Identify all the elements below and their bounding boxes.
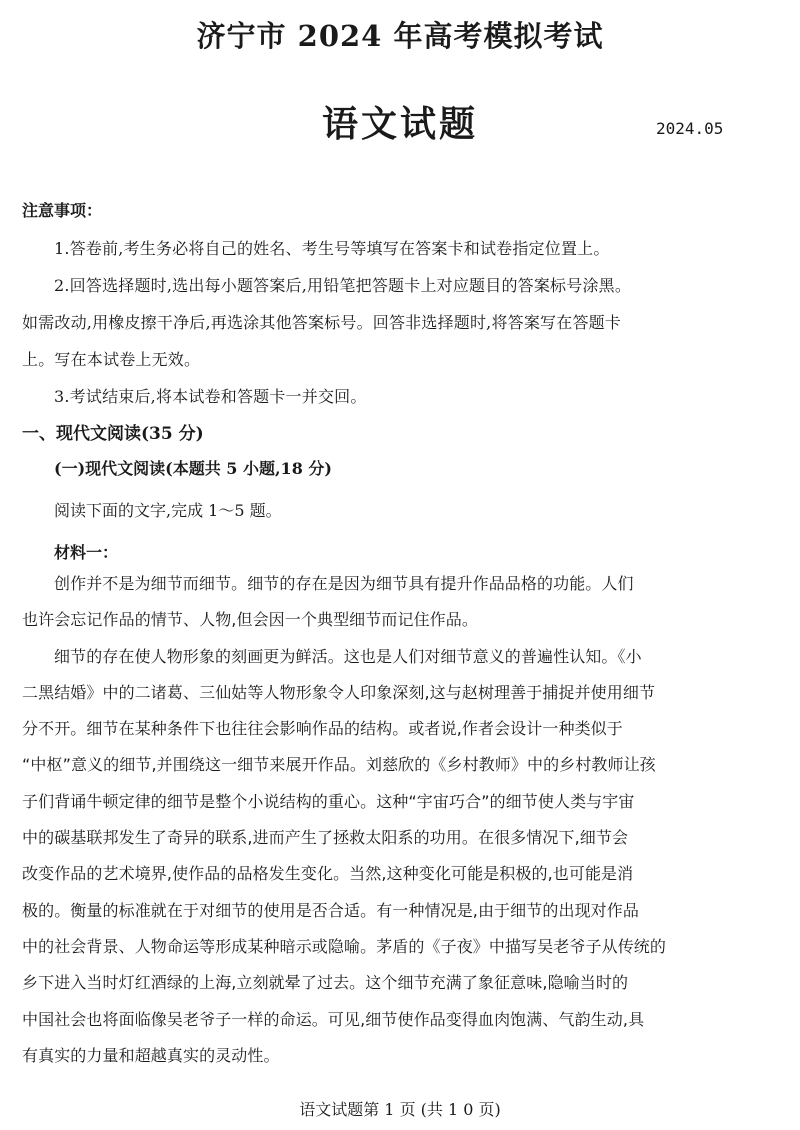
passage-line: 乡下进入当时灯红酒绿的上海,立刻就晕了过去。这个细节充满了象征意味,隐喻当时的 — [22, 973, 629, 993]
passage-line: 有真实的力量和超越真实的灵动性。 — [22, 1045, 280, 1065]
passage-line: 也许会忘记作品的情节、人物,但会因一个典型细节而记住作品。 — [22, 610, 478, 630]
reading-instruction: 阅读下面的文字,完成 1～5 题。 — [54, 501, 282, 520]
subject-title: 语文试题 — [321, 103, 478, 145]
passage-line: 子们背诵牛顿定律的细节是整个小说结构的重心。这种“宇宙巧合”的细节使人类与宇宙 — [22, 791, 635, 811]
passage-text — [22, 566, 782, 1074]
passage-line: 细节的存在使人物形象的刻画更为鲜活。这也是人们对细节意义的普遍性认知。《小 — [54, 646, 642, 666]
passage-line: 分不开。细节在某种条件下也往往会影响作品的结构。或者说,作者会设计一种类似于 — [22, 719, 623, 739]
page-footer: 语文试题第 1 页 (共 1 0 页) — [299, 1100, 501, 1119]
passage-line: 改变作品的艺术境界,使作品的品格发生变化。当然,这种变化可能是积极的,也可能是消 — [22, 864, 634, 884]
notice-line: 如需改动,用橡皮擦干净后,再选涂其他答案标号。回答非选择题时,将答案写在答题卡 — [22, 313, 622, 332]
exam-date: 2024.05 — [656, 119, 724, 138]
notice-list — [22, 230, 782, 415]
passage-line: 创作并不是为细节而细节。细节的存在是因为细节具有提升作品品格的功能。人们 — [54, 574, 634, 593]
exam-title: 济宁市 2024 年高考模拟考试 — [196, 19, 604, 53]
notice-line: 上。写在本试卷上无效。 — [22, 350, 201, 369]
material-label: 材料一： — [54, 543, 119, 562]
notice-line: 3.考试结束后,将本试卷和答题卡一并交回。 — [54, 387, 367, 406]
passage-line: “中枢”意义的细节,并围绕这一细节来展开作品。刘慈欣的《乡村教师》中的乡村教师让孩 — [22, 755, 656, 775]
subsection-heading: (一)现代文阅读(本题共 5 小题,18 分) — [54, 459, 332, 478]
passage-line: 二黑结婚》中的二诸葛、三仙姑等人物形象令人印象深刻,这与赵树理善于捕捉并使用细节 — [22, 682, 656, 702]
notice-heading: 注意事项： — [22, 201, 103, 220]
notice-line: 2.回答选择题时,选出每小题答案后,用铅笔把答题卡上对应题目的答案标号涂黑。 — [54, 276, 632, 295]
passage-line: 中的社会背景、人物命运等形成某种暗示或隐喻。茅盾的《子夜》中描写吴老爷子从传统的 — [22, 936, 667, 956]
section-heading: 一、现代文阅读(35 分) — [22, 424, 204, 444]
passage-line: 中国社会也将面临像吴老爷子一样的命运。可见,细节使作品变得血肉饱满、气韵生动,具 — [22, 1009, 645, 1029]
passage-line: 极的。衡量的标准就在于对细节的使用是否合适。有一种情况是,由于细节的出现对作品 — [22, 900, 639, 920]
passage-line: 中的碳基联邦发生了奇异的联系,进而产生了拯救太阳系的功用。在很多情况下,细节会 — [22, 828, 629, 848]
notice-line: 1.答卷前,考生务必将自己的姓名、考生号等填写在答案卡和试卷指定位置上。 — [54, 239, 610, 258]
